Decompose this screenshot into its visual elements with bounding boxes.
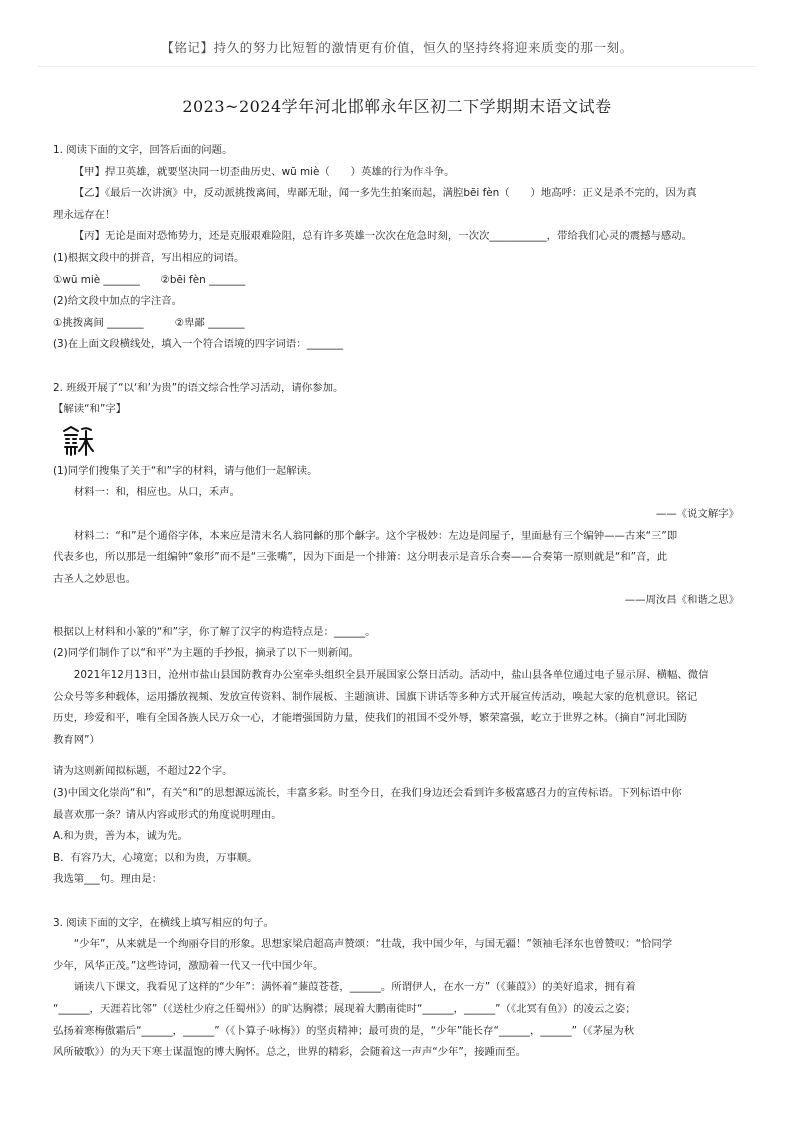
- q2-stem: 2. 班级开展了“以‘和’为贵”的语文综合性学习活动，请你参加。: [53, 381, 344, 394]
- q3-passage-2: 诵读八下课文，我看见了这样的“少年”：满怀着“蒹葭苍苍，______。所谓伊人，在水一方”（《蒹葭》）的美好追求，拥有着: [73, 981, 636, 994]
- spacer: [53, 356, 739, 378]
- q2-sub1: (1)同学们搜集了关于“和”字的材料，请与他们一起解读。: [53, 464, 318, 477]
- header-divider: [38, 66, 756, 67]
- q3-passage-2-cont3: 风所破歌》）的为天下寒士谋温饱的博大胸怀。总之，世界的精彩，会随着这一声声“少年”，接踵而至。: [53, 1046, 527, 1059]
- material-2-cont2: 古圣人之妙思也。: [53, 572, 137, 585]
- q1-sub2-blanks: ①挑拨离间 _______ ②卑鄙 _______: [53, 316, 245, 329]
- q1-passage-yi: 【乙】《最后一次讲演》中，反动派挑拨离间，卑鄙无耻，闻一多先生拍案而起，满腔bēi fèn（ ）地高呼：正义是杀不完的，因为真: [73, 187, 697, 200]
- option-a: A.和为贵，善为本，诚为先。: [53, 830, 188, 843]
- q2-sub3-cont: 最喜欢那一条？请从内容或形式的角度说明理由。: [53, 808, 282, 821]
- q2-sub2-question: 请为这则新闻拟标题，不超过22个字。: [53, 765, 233, 778]
- q2-sub2: (2)同学们制作了以“和平”为主题的手抄报，摘录了以下一则新闻。: [53, 647, 360, 660]
- spacer: [53, 891, 739, 913]
- document-body: [53, 140, 739, 1064]
- q1-sub3: (3)在上面文段横线处，填入一个符合语境的四字词语：_______: [53, 338, 344, 351]
- q3-passage-1: “少年”，从来就是一个绚丽夺目的形象。思想家梁启超高声赞颂：“壮哉，我中国少年，与国无疆！”领袖毛泽东也曾赞叹：“恰同学: [73, 938, 673, 951]
- news-paragraph-cont3: 教育网”）: [53, 733, 100, 746]
- q1-stem: 1. 阅读下面的文字，回答后面的问题。: [53, 144, 233, 156]
- q3-passage-1-cont: 少年，风华正茂。”这些诗词，激励着一代又一代中国少年。: [53, 959, 324, 972]
- q1-passage-bing: 【丙】无论是面对恐怖势力，还是克服艰难险阻，总有许多英雄一次次在危急时刻，一次次___________，带给我们心灵的震撼与感动。: [73, 230, 693, 243]
- spacer: [53, 612, 739, 622]
- q3-passage-2-cont1: “______，天涯若比邻”（《送杜少府之任蜀州》）的旷达胸襟；展现着大鹏南徙时“______，______”（《北冥有鱼》）的凌云之姿；: [53, 1002, 636, 1015]
- option-b: B．有容乃大，心境宽；以和为贵，万事顺。: [53, 851, 258, 864]
- q3-passage-2-cont2: 弘扬着寒梅傲霜后“______，______”（《卜算子·咏梅》）的坚贞精神；最可贵的是，“少年”能长存“______，______”（《茅屋为秋: [53, 1024, 635, 1037]
- q1-passage-jia: 【甲】捍卫英雄，就要坚决同一切歪曲历史、wū miè（ ）英雄的行为作斗争。: [73, 165, 455, 178]
- material-1-source: ——《说文解字》: [655, 507, 739, 520]
- material-1: 材料一：和，相应也。从口，禾声。: [73, 486, 241, 499]
- news-paragraph-cont2: 历史，珍爱和平，唯有全国各族人民万众一心，才能增强国防力量，使我们的祖国不受外辱，繁荣富强，屹立于世界之林。（摘自“河北国防: [53, 712, 688, 725]
- news-paragraph-cont1: 公众号等多种载体，运用播放视频、发放宣传资料、制作展板、主题演讲、国旗下讲话等多种方式开展宣传活动，唤起大家的危机意识。铭记: [53, 690, 698, 703]
- page-title: 2023~2024学年河北邯郸永年区初二下学期期末语文试卷: [182, 97, 612, 116]
- material-2: 材料二：“和”是个通俗字体，本来应是清末名人翁同龢的那个龢字。这个字极妙：左边是闾屋子，里面悬有三个编钟——古来“三”即: [73, 529, 678, 542]
- q1-sub1-blanks: ①wū miè _______ ②bēi fèn _______: [53, 273, 246, 286]
- q2-sub3: (3)中国文化崇尚“和”，有关“和”的思想源远流长，丰富多彩。时至今日，在我们身边还会看到许多极富感召力的宣传标语。下列标语中你: [53, 787, 682, 800]
- q1-sub1: (1)根据文段中的拼音，写出相应的词语。: [53, 251, 245, 264]
- q1-passage-yi-cont: 理永远存在！: [53, 208, 116, 221]
- q3-stem: 3. 阅读下面的文字，在横线上填写相应的句子。: [53, 916, 275, 929]
- spacer: [53, 751, 739, 761]
- q2-sub1-question: 根据以上材料和小篆的“和”字，你了解了汉字的构造特点是：______。: [53, 625, 376, 638]
- news-paragraph: 2021年12月13日，沧州市盐山县国防教育办公室牵头组织全县开展国家公祭日活动。活动中，盐山县各单位通过电子显示屏、横幅、微信: [73, 669, 709, 682]
- header-motto: 【铭记】持久的努力比短暂的激情更有价值，恒久的坚持终将迎来质变的那一刻。: [161, 40, 633, 55]
- seal-script-he-icon: [61, 425, 95, 457]
- q2-section-heading: 【解读“和”字】: [53, 403, 127, 416]
- material-2-cont1: 代表多也，所以那是一组编钟“象形”而不是“三张嘴”，因为下面是一个排箫：这分明表示是音乐合奏——合奏第一原则就是“和”音，此: [53, 551, 668, 564]
- q1-sub2: (2)给文段中加点的字注音。: [53, 295, 183, 308]
- material-2-source: ——周汝昌《和谐之思》: [624, 594, 739, 607]
- q2-sub3-answer: 我选第___句。理由是：: [53, 873, 163, 886]
